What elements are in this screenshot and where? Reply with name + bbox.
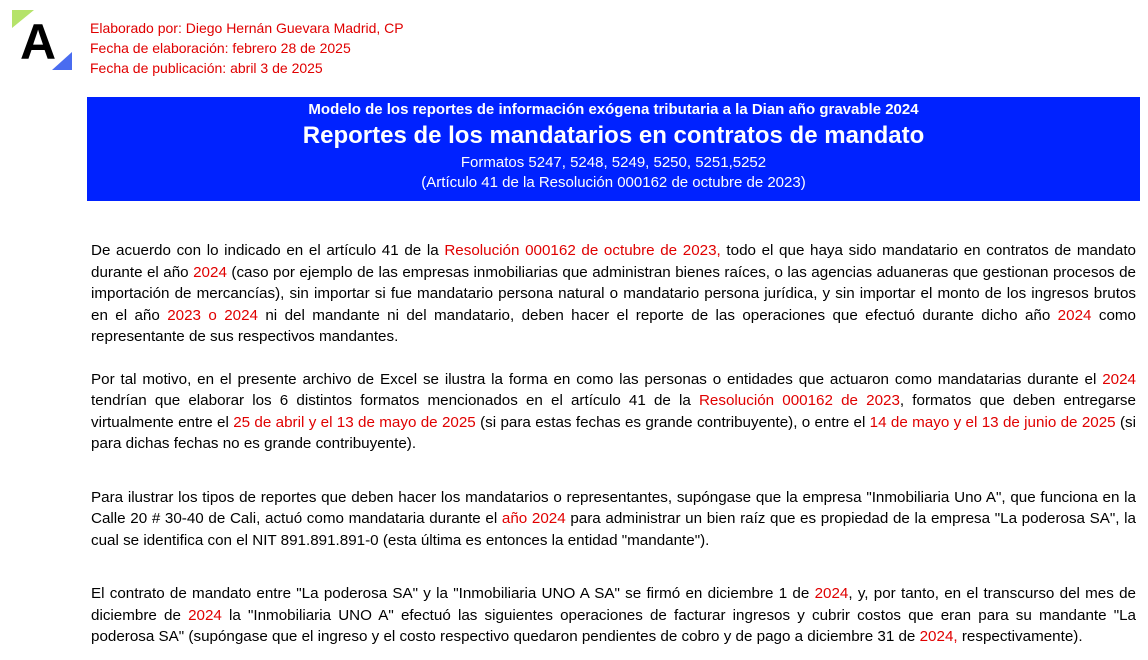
text: para administrar un bien raíz que es propiedad de la empresa "La poderosa SA", la cual se identifica con el NIT 891.891.891-0 (esta última es entonces la entidad "mandante").	[91, 510, 1137, 549]
highlight: 2024	[193, 263, 227, 281]
highlight: 2024,	[919, 628, 958, 645]
banner-formats: Formatos 5247, 5248, 5249, 5250, 5251,5252	[460, 154, 767, 171]
document-body	[91, 240, 1136, 648]
paragraph-1	[91, 240, 1136, 348]
highlight: 2024	[1057, 306, 1092, 324]
highlight: 2024	[1102, 370, 1136, 388]
text: , y, por tanto, en el transcurso del mes de diciembre de	[91, 585, 1136, 624]
text: como representante de sus respectivos mandantes.	[91, 306, 1136, 345]
text: la "Inmobiliaria UNO A" efectuó las siguientes operaciones de facturar ingresos y cubrir costos que eran para su mandante "La poderosa SA" (supóngase que el ingreso y el costo respectivo quedaron pendientes de cobro y de pago a diciembre 31 de	[91, 606, 1136, 645]
highlight: 2024	[814, 585, 849, 602]
text: (si para dichas fechas no es grande contribuyente).	[91, 413, 1137, 452]
paragraph-4	[91, 583, 1136, 648]
highlight: año 2024	[501, 510, 566, 527]
text: (si para estas fechas es grande contribuyente), o entre el	[475, 413, 870, 431]
paragraph-2	[91, 369, 1136, 455]
banner-subtitle: Modelo de los reportes de información exógena tributaria a la Dian año gravable 2024	[308, 101, 919, 118]
text: ni del mandante ni del mandatario, deben hacer el reporte de las operaciones que efectuó durante dicho año	[257, 306, 1058, 324]
highlight: 25 de abril y el 13 de mayo de 2025	[233, 413, 476, 431]
highlight: 2023 o 2024	[167, 306, 258, 324]
banner-title: Reportes de los mandatarios en contratos de mandato	[302, 122, 925, 149]
company-logo	[12, 10, 74, 72]
author-line: Elaborado por: Diego Hernán Guevara Madrid, CP	[90, 20, 404, 36]
text: De acuerdo con lo indicado en el artículo 41 de la	[91, 242, 445, 259]
text: respectivamente).	[957, 628, 1083, 645]
published-date-line: Fecha de publicación: abril 3 de 2025	[90, 60, 323, 76]
text: Para ilustrar los tipos de reportes que deben hacer los mandatarios o representantes, supóngase que la empresa "Inmobiliaria Uno A", que funciona en la Calle 20 # 30-40 de Cali, actuó como mandataria durante el	[91, 488, 1136, 527]
logo-letter: A	[19, 14, 57, 70]
document-metadata	[90, 18, 404, 78]
title-banner	[87, 97, 1140, 201]
text: El contrato de mandato entre "La poderosa SA" y la "Inmobiliaria UNO A SA" se firmó en diciembre 1 de	[91, 585, 815, 602]
highlight: 2024	[188, 606, 222, 624]
created-date-line: Fecha de elaboración: febrero 28 de 2025	[90, 40, 351, 56]
text: Por tal motivo, en el presente archivo de Excel se ilustra la forma en como las personas o entidades que actuaron como mandatarias durante el	[91, 370, 1103, 388]
highlight: 14 de mayo y el 13 de junio de 2025	[869, 413, 1116, 431]
highlight: Resolución 000162 de 2023	[698, 392, 900, 409]
text: (caso por ejemplo de las empresas inmobiliarias que administran bienes raíces, o las agencias aduaneras que gestionan procesos de importación de mercancías), sin importar si fue mandatario persona natural o mandatario persona jurídica, y sin importar el monto de los ingresos brutos en el año	[91, 263, 1136, 324]
paragraph-3	[91, 487, 1136, 552]
text: , formatos que deben entregarse virtualmente entre el	[91, 392, 1136, 431]
highlight: Resolución 000162 de octubre de 2023,	[444, 242, 721, 259]
text: tendrían que elaborar los 6 distintos formatos mencionados en el artículo 41 de la	[91, 392, 699, 409]
banner-reference: (Artículo 41 de la Resolución 000162 de octubre de 2023)	[421, 174, 806, 191]
text: todo el que haya sido mandatario en contratos de mandato durante el año	[91, 242, 1136, 281]
